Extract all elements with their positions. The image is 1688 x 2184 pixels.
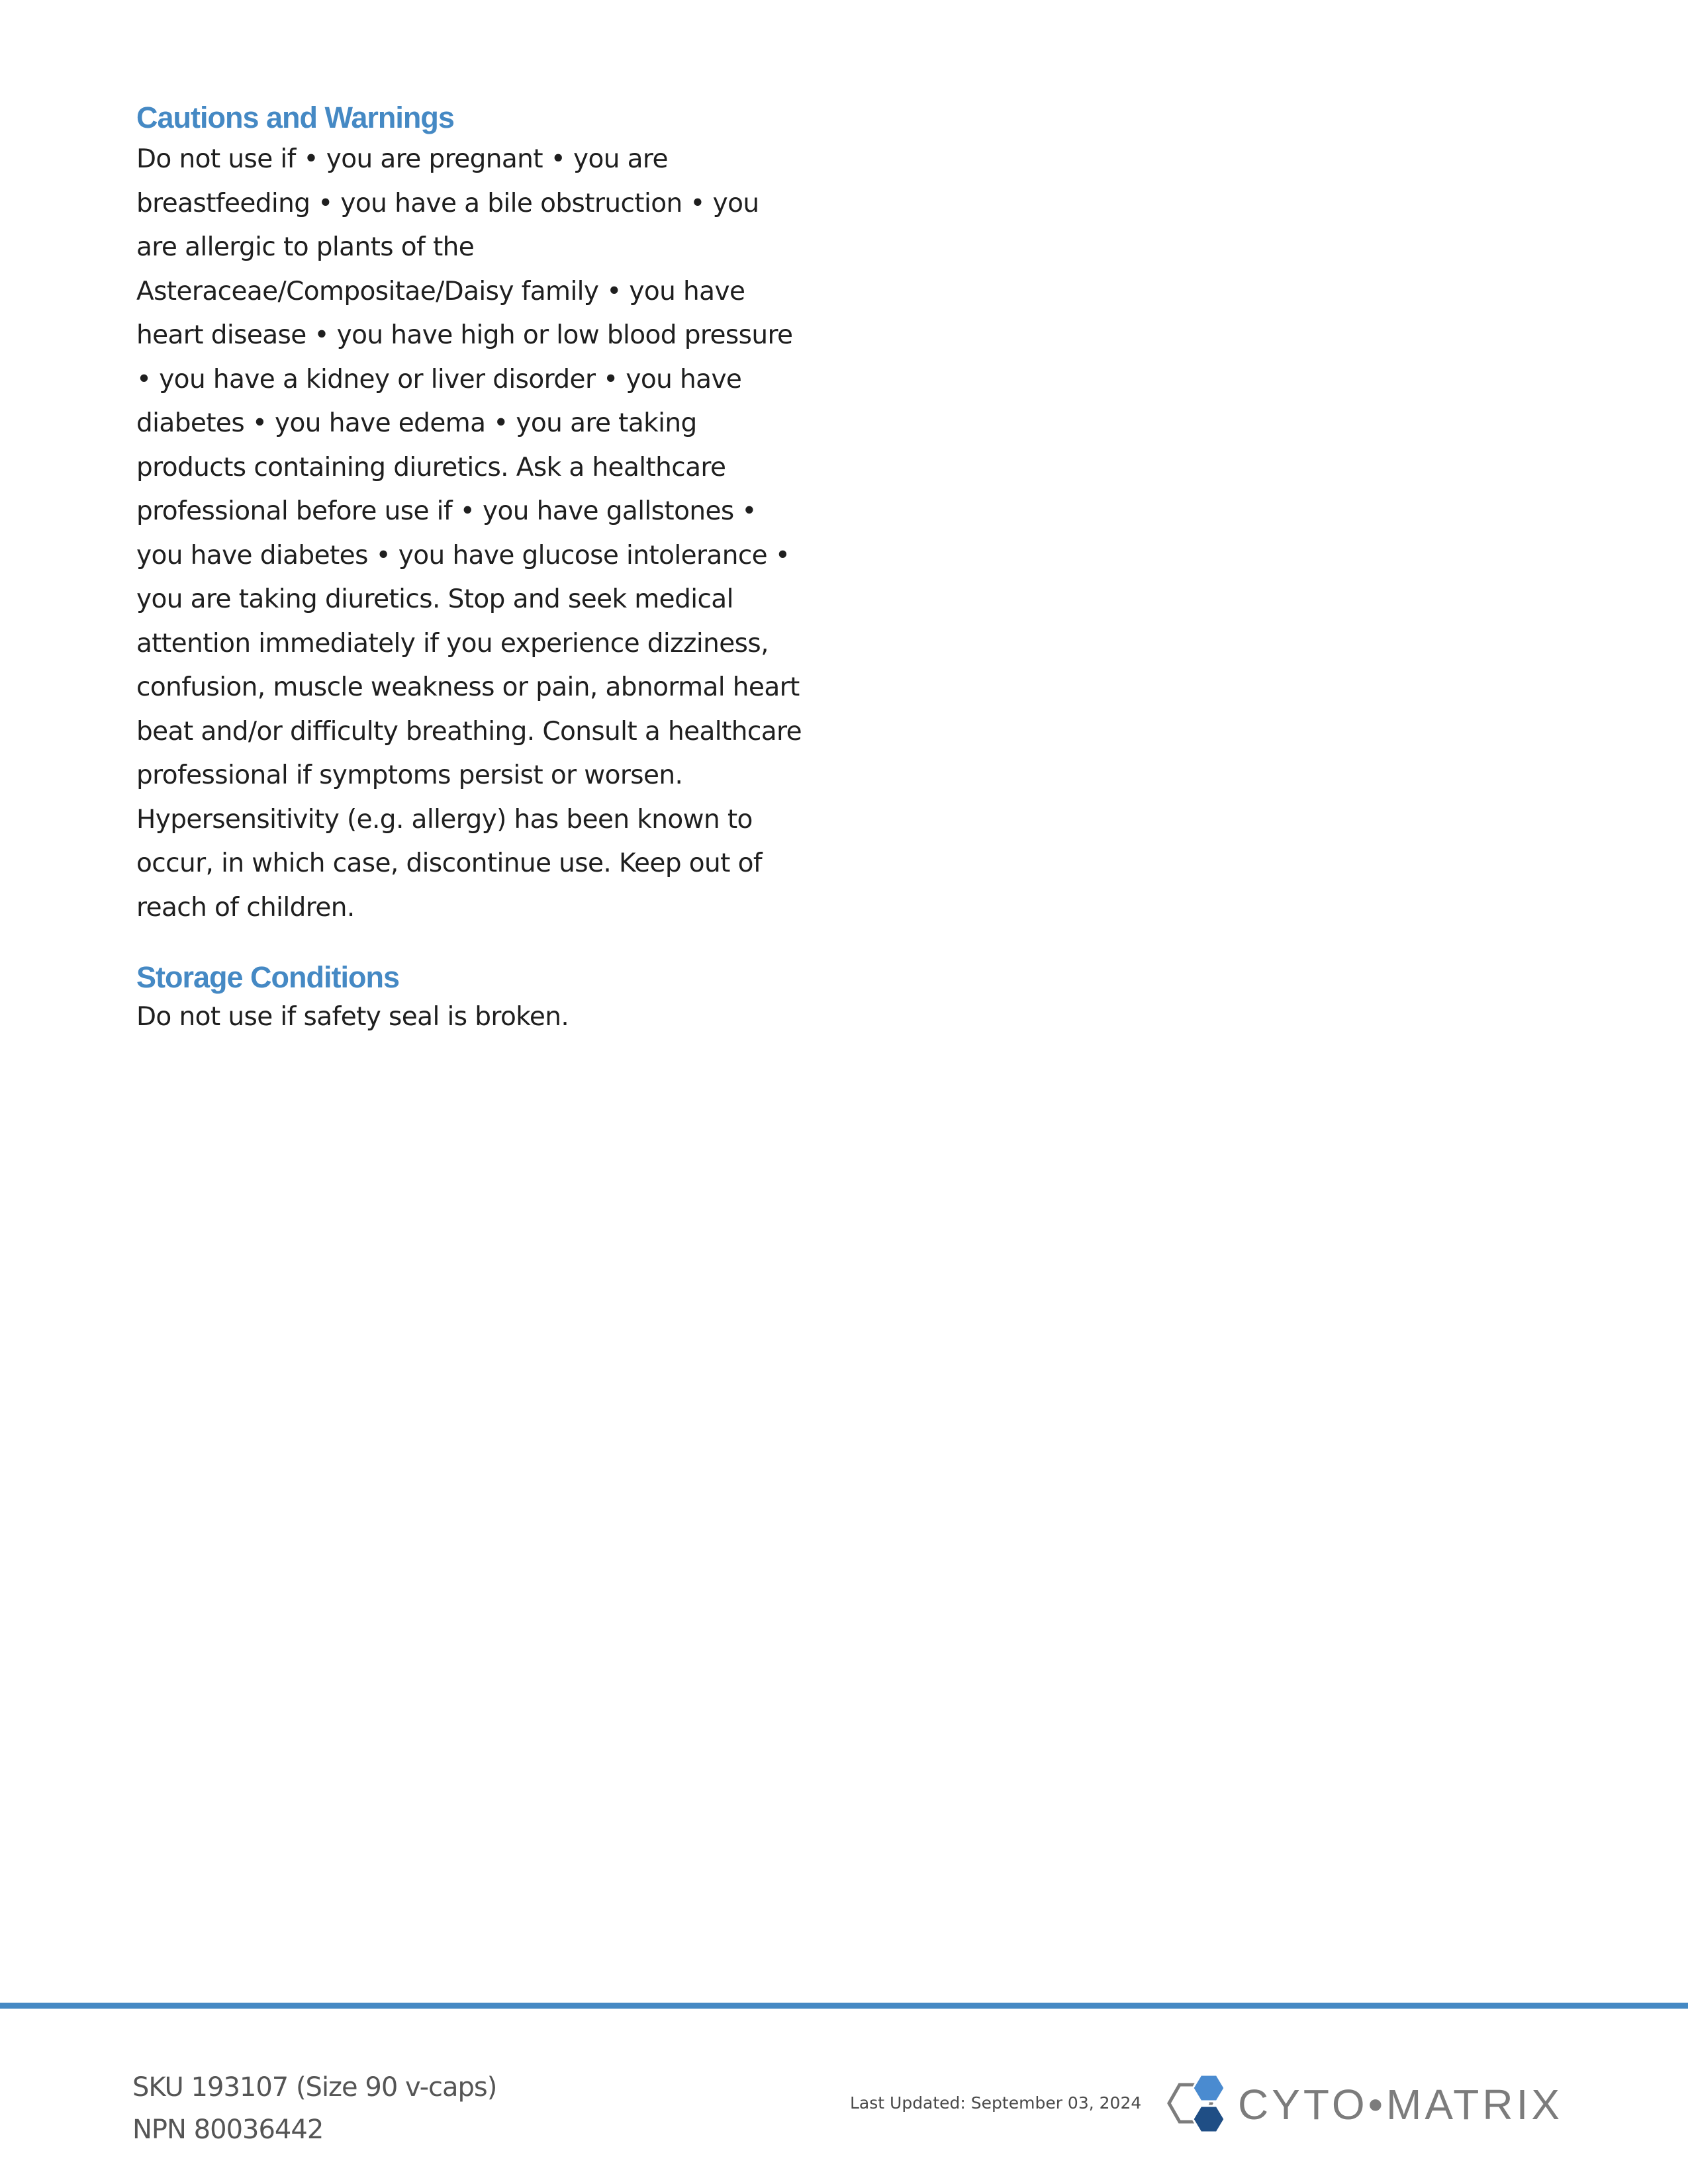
sku-label: SKU 193107 (Size 90 v-caps) [132, 2072, 497, 2103]
storage-heading: Storage Conditions [136, 960, 399, 994]
npn-label: NPN 80036442 [132, 2115, 324, 2145]
footer-divider [0, 2003, 1688, 2009]
last-updated-label: Last Updated: September 03, 2024 [850, 2093, 1142, 2113]
brand-name: CYTO•MATRIX [1238, 2081, 1564, 2128]
hexagon-cluster-logo-icon [1160, 2068, 1239, 2141]
brand-logo [1160, 2068, 1564, 2141]
main-content [136, 98, 805, 1037]
product-identifiers [132, 2066, 496, 2151]
cautions-body: Do not use if • you are pregnant • you are breastfeeding • you have a bile obstruction • you are allergic to plants of the Asteraceae/Compositae/Daisy family • you have heart disease • you have high or low blood pressure • you have a kidney or liver disorder • you have diabetes • you have edema • you are taking products containing diuretics. Ask a healthcare professional before use if • you have gallstones • you have diabetes • you have glucose intolerance • you are taking diuretics. Stop and seek medical attention immediately if you experience dizziness, confusion, muscle weakness or pain, abnormal heart beat and/or difficulty breathing. Consult a healthcare professional if symptoms persist or worsen. Hypersensitivity (e.g. allergy) has been known to occur, in which case, discontinue use. Keep out of reach of children. [136, 144, 802, 923]
cautions-heading: Cautions and Warnings [136, 101, 454, 134]
storage-body: Do not use if safety seal is broken. [136, 1002, 569, 1032]
